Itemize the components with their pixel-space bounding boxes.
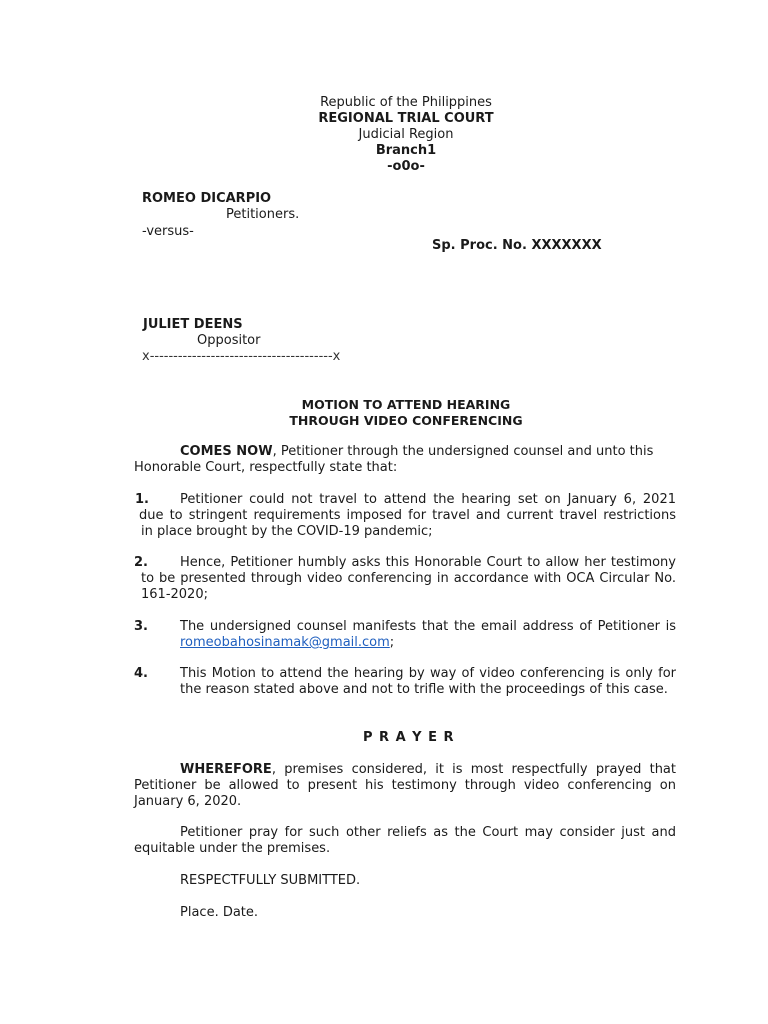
item-1-line2: due to stringent requirements imposed for travel and current travel restrictions bbox=[139, 508, 676, 523]
item-1-line1: Petitioner could not travel to attend the hearing set on January 6, 2021 bbox=[180, 492, 676, 507]
petitioner-email-link[interactable]: romeobahosinamak@gmail.com bbox=[180, 635, 390, 650]
item-2-line3: 161-2020; bbox=[141, 587, 208, 602]
relief-line1: Petitioner pray for such other reliefs as the Court may consider just and bbox=[180, 825, 676, 840]
item-3-line1: The undersigned counsel manifests that the email address of Petitioner is bbox=[180, 619, 676, 634]
intro-line1-rest: , Petitioner through the undersigned counsel and unto this bbox=[272, 444, 654, 459]
caption-divider: x---------------------------------------x bbox=[142, 349, 341, 364]
intro-line2: Honorable Court, respectfully state that: bbox=[134, 460, 398, 475]
prayer-lead: WHEREFORE bbox=[180, 762, 272, 777]
item-4-line1: This Motion to attend the hearing by way of video conferencing is only for bbox=[180, 666, 676, 681]
petitioner-name: ROMEO DICARPIO bbox=[142, 191, 272, 206]
header-ornament: -o0o- bbox=[387, 159, 425, 174]
place-date: Place. Date. bbox=[180, 905, 259, 920]
motion-title-line1: MOTION TO ATTEND HEARING bbox=[301, 397, 511, 412]
item-2-line1: Hence, Petitioner humbly asks this Honorable Court to allow her testimony bbox=[180, 555, 676, 570]
motion-title-line2: THROUGH VIDEO CONFERENCING bbox=[289, 413, 523, 428]
item-3-suffix: ; bbox=[389, 635, 395, 650]
petitioner-role: Petitioners. bbox=[226, 207, 300, 222]
item-3-number: 3. bbox=[134, 619, 148, 634]
header-republic: Republic of the Philippines bbox=[320, 95, 492, 110]
item-1-number: 1. bbox=[135, 492, 149, 507]
item-3-line2 bbox=[180, 635, 394, 651]
respectfully-submitted: RESPECTFULLY SUBMITTED. bbox=[180, 873, 361, 888]
prayer-line2: Petitioner be allowed to present his testimony through video conferencing on bbox=[134, 778, 676, 793]
header-region: Judicial Region bbox=[358, 127, 454, 142]
item-1-line3: in place brought by the COVID-19 pandemic; bbox=[141, 524, 433, 539]
prayer-line1 bbox=[180, 762, 676, 778]
item-4-line2: the reason stated above and not to trifle with the proceedings of this case. bbox=[180, 682, 668, 697]
item-2-line2: to be presented through video conferencing in accordance with OCA Circular No. bbox=[141, 571, 676, 586]
intro-line1 bbox=[180, 444, 653, 460]
versus-label: -versus- bbox=[142, 224, 194, 239]
relief-line2: equitable under the premises. bbox=[134, 841, 331, 856]
item-2-number: 2. bbox=[134, 555, 148, 570]
intro-lead: COMES NOW bbox=[180, 444, 273, 459]
prayer-line1-rest: , premises considered, it is most respectfully prayed that bbox=[271, 762, 676, 777]
header-branch: Branch1 bbox=[375, 143, 437, 158]
case-number: Sp. Proc. No. XXXXXXX bbox=[432, 238, 602, 253]
item-4-number: 4. bbox=[134, 666, 148, 681]
prayer-line3: January 6, 2020. bbox=[134, 794, 242, 809]
header-court: REGIONAL TRIAL COURT bbox=[318, 111, 494, 126]
oppositor-name: JULIET DEENS bbox=[143, 317, 243, 332]
oppositor-role: Oppositor bbox=[197, 333, 261, 348]
prayer-heading: P R A Y E R bbox=[363, 730, 455, 745]
